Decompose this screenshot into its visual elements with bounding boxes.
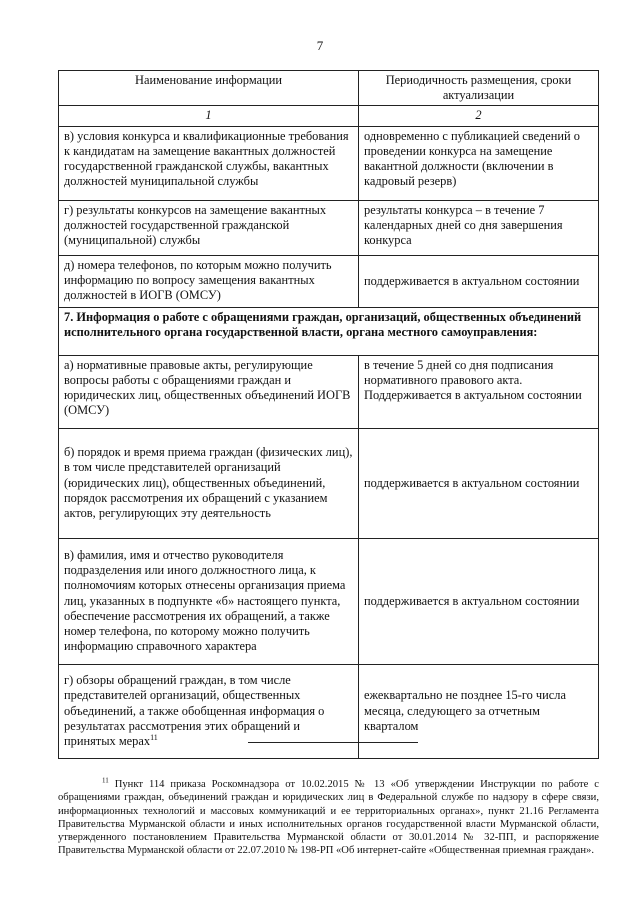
table-row: [59, 355, 599, 428]
table-row: [59, 126, 599, 200]
header-periodicity: Периодичность размещения, сроки актуализации: [359, 71, 599, 106]
row-name-d: д) номера телефонов, по которым можно получить информацию по вопросу замещения вакантных должностей в ИОГВ (ОМСУ): [59, 255, 359, 307]
footnote-marker: 11: [102, 776, 109, 785]
row7-name-v: в) фамилия, имя и отчество руководителя подразделения или иного должностного лица, к полномочиям которых отнесены организация приема лиц, указанных в подпункте «б» настоящего пункта, обеспечение рассмотрения их обращений, а также номер телефона, по которому можно получить информацию справочного характера: [59, 538, 359, 664]
row-name-v: в) условия конкурса и квалификационные требования к кандидатам на замещение вакантных должностей государственной гражданской службы, вакантных должностей муниципальной службы: [59, 126, 359, 200]
row7-period-b: поддерживается в актуальном состоянии: [359, 428, 599, 538]
table-row: [59, 664, 599, 758]
table-header-row: [59, 71, 599, 106]
section-7-title: 7. Информация о работе с обращениями граждан, организаций, общественных объединений исполнительного органа государственной власти, органа местного самоуправления:: [59, 307, 599, 355]
table-row: [59, 538, 599, 664]
row7-name-a: а) нормативные правовые акты, регулирующие вопросы работы с обращениями граждан и юридических лиц, общественных объединений ИОГВ (ОМСУ): [59, 355, 359, 428]
row7-name-g: [59, 664, 359, 758]
footnote: [58, 778, 599, 858]
column-number-2: 2: [359, 106, 599, 126]
row-name-g: г) результаты конкурсов на замещение вакантных должностей государственной гражданской (муниципальной) службы: [59, 200, 359, 255]
row7-name-b: б) порядок и время приема граждан (физических лиц), в том числе представителей организаций (юридических лиц), общественных объединений, порядок рассмотрения их обращений с указанием актов, регулирующих эту деятельность: [59, 428, 359, 538]
footnote-text: Пункт 114 приказа Роскомнадзора от 10.02.2015 № 13 «Об утверждении Инструкции по работе с обращениями граждан, объединений граждан и юридических лиц в Федеральной службе по надзору в сфере связи, информационных технологий и массовых коммуникаций и ее территориальных органах», пункт 21.16 Регламента Правительства Мурманской области и иных исполнительных органов государственной власти Мурманской области, утвержденного постановлением Правительства Мурманской области от 30.01.2014 № 32-ПП, и распоряжение Правительства Мурманской области от 22.07.2010 № 198-РП «Об интернет-сайте «Общественная приемная граждан».: [58, 779, 599, 857]
table-row: [59, 428, 599, 538]
row-period-g: результаты конкурса – в течение 7 календарных дней со дня завершения конкурса: [359, 200, 599, 255]
column-number-1: 1: [59, 106, 359, 126]
row-period-v: одновременно с публикацией сведений о проведении конкурса на замещение вакантной должности (включении в кадровый резерв): [359, 126, 599, 200]
header-information-name: Наименование информации: [59, 71, 359, 106]
section-7-row: [59, 307, 599, 355]
row7-period-v: поддерживается в актуальном состоянии: [359, 538, 599, 664]
information-table: [58, 70, 599, 759]
page-number: 7: [316, 38, 324, 53]
row-period-d: поддерживается в актуальном состоянии: [359, 255, 599, 307]
table-row: [59, 255, 599, 307]
column-numbers-row: [59, 106, 599, 126]
row7-period-a: в течение 5 дней со дня подписания нормативного правового акта. Поддерживается в актуальном состоянии: [359, 355, 599, 428]
footnote-ref: 11: [150, 732, 158, 742]
row7-name-g-text: г) обзоры обращений граждан, в том числе представителей организаций, общественных объединений, а также обобщенная информация о результатах рассмотрения этих обращений и принятых мерах: [64, 673, 325, 748]
footnote-divider: [248, 742, 418, 743]
table-row: [59, 200, 599, 255]
row7-period-g: ежеквартально не позднее 15-го числа месяца, следующего за отчетным кварталом: [359, 664, 599, 758]
